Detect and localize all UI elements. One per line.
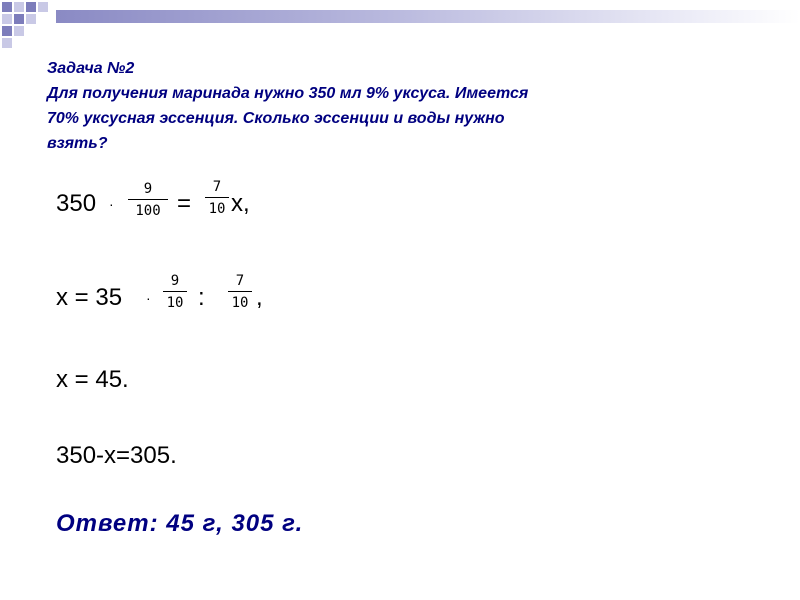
- problem-line-1: Для получения маринада нужно 350 мл 9% уксуса. Имеется: [47, 85, 529, 102]
- equation-3: x = 45.: [56, 366, 129, 393]
- equation-4: 350-x=305.: [56, 442, 177, 469]
- pattern-square: [2, 14, 12, 24]
- eq2-colon: :: [198, 284, 205, 311]
- problem-line-3: взять?: [47, 135, 108, 152]
- eq1-multiply-dot: ·: [109, 196, 114, 212]
- eq1-lead: 350: [56, 190, 97, 217]
- eq2-frac2-numerator: 7: [235, 273, 245, 289]
- eq1-frac1-numerator: 9: [143, 181, 153, 197]
- eq2-frac1-denominator: 10: [166, 295, 184, 311]
- pattern-square: [2, 2, 12, 12]
- fraction-bar: [163, 291, 187, 292]
- task-title: Задача №2: [47, 60, 135, 77]
- header-gradient-bar: [56, 10, 800, 23]
- pattern-square: [38, 2, 48, 12]
- eq1-frac2-numerator: 7: [212, 179, 222, 195]
- fraction-bar: [228, 291, 252, 292]
- eq1-frac2-denominator: 10: [208, 201, 226, 217]
- eq2-lead: x = 35: [56, 284, 123, 311]
- eq1-fraction-1: [128, 180, 168, 220]
- pattern-square: [26, 14, 36, 24]
- pattern-square: [2, 38, 12, 48]
- pattern-square: [14, 14, 24, 24]
- eq2-fraction-2: [228, 272, 252, 312]
- eq1-tail: x,: [231, 190, 250, 217]
- pattern-square: [14, 2, 24, 12]
- fraction-bar: [128, 199, 168, 200]
- eq2-frac2-denominator: 10: [231, 295, 249, 311]
- eq1-equals: =: [177, 190, 192, 217]
- eq1-fraction-2: [205, 178, 229, 218]
- pattern-square: [26, 2, 36, 12]
- eq2-frac1-numerator: 9: [170, 273, 180, 289]
- eq1-frac1-denominator: 100: [135, 203, 161, 219]
- problem-line-2: 70% уксусная эссенция. Сколько эссенции и воды нужно: [47, 110, 505, 127]
- eq2-fraction-1: [163, 272, 187, 312]
- pattern-square: [14, 26, 24, 36]
- answer-text: Ответ: 45 г, 305 г.: [56, 510, 304, 537]
- eq2-multiply-dot: ·: [146, 290, 151, 306]
- pattern-square: [2, 26, 12, 36]
- problem-statement: [47, 56, 747, 156]
- fraction-bar: [205, 197, 229, 198]
- eq2-tail: ,: [256, 284, 263, 311]
